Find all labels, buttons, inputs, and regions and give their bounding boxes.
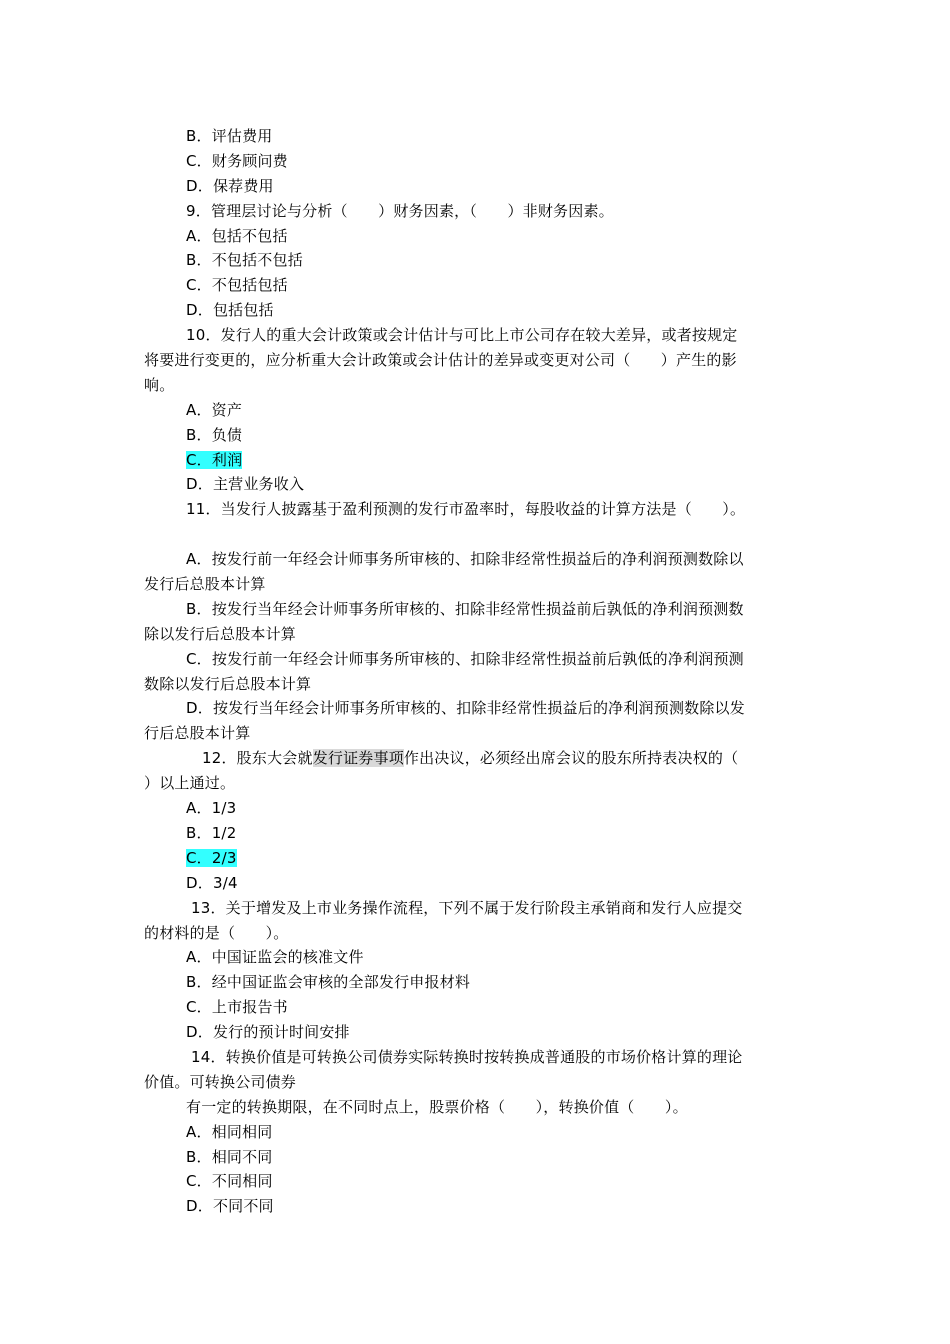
- q12-stem-line-1: [144, 746, 812, 771]
- q8-option-b: B．评估费用: [186, 127, 273, 145]
- q10-stem-line-2: 将要进行变更的，应分析重大会计政策或会计估计的差异或变更对公司（ ）产生的影: [144, 351, 737, 370]
- q13-option-d: D．发行的预计时间安排: [186, 1023, 350, 1042]
- q8-option-d: D．保荐费用: [186, 176, 274, 195]
- q9-option-d: D．包括包括: [186, 301, 274, 320]
- q14-option-c: C．不同相同: [186, 1172, 273, 1191]
- q12-option-a: A．1/3: [186, 799, 237, 818]
- q11-option-d-line-1: D．按发行当年经会计师事务所审核的、扣除非经常性损益后的净利润预测数除以发: [186, 699, 745, 718]
- q9-option-a: A．包括不包括: [186, 226, 288, 245]
- q11-option-b-line-1: B．按发行当年经会计师事务所审核的、扣除非经常性损益前后孰低的净利润预测数: [186, 599, 744, 618]
- q12-stem-highlight: 发行证券事项: [312, 749, 404, 768]
- q12-option-d: D．3/4: [186, 873, 238, 892]
- q9-option-b: B．不包括不包括: [186, 251, 303, 270]
- q9-option-c: C．不包括包括: [186, 276, 288, 295]
- q14-option-a: A．相同相同: [186, 1122, 273, 1141]
- q10-option-c: [144, 448, 812, 473]
- q10-stem-line-3: 响。: [144, 375, 175, 394]
- q14-stem-line-3: 有一定的转换期限，在不同时点上，股票价格（ ），转换价值（ ）。: [186, 1097, 688, 1116]
- q10-stem-line-1: 10．发行人的重大会计政策或会计估计与可比上市公司存在较大差异，或者按规定: [186, 326, 738, 345]
- q14-stem-line-1: 14．转换价值是可转换公司债券实际转换时按转换成普通股的市场价格计算的理论: [191, 1047, 743, 1066]
- q13-option-a: A．中国证监会的核准文件: [186, 948, 364, 967]
- q11-option-c-line-1: C．按发行前一年经会计师事务所审核的、扣除非经常性损益前后孰低的净利润预测: [186, 649, 744, 668]
- q11-option-b-line-2: 除以发行后总股本计算: [144, 624, 297, 643]
- q12-option-c: [144, 846, 812, 871]
- q11-option-d-line-2: 行后总股本计算: [144, 724, 251, 743]
- q12-stem-line-2: ）以上通过。: [144, 774, 236, 793]
- q13-option-c: C．上市报告书: [186, 998, 288, 1017]
- q13-stem-line-2: 的材料的是（ ）。: [144, 923, 289, 942]
- q10-option-a: A．资产: [186, 400, 243, 419]
- document-page: [144, 124, 812, 1219]
- q9-stem: 9．管理层讨论与分析（ ）财务因素，（ ）非财务因素。: [186, 201, 614, 220]
- q14-option-b: B．相同不同: [186, 1147, 273, 1166]
- q11-option-c-line-2: 数除以发行后总股本计算: [144, 674, 312, 693]
- q14-stem-line-2: 价值。可转换公司债券: [144, 1072, 297, 1091]
- q11-stem: 11．当发行人披露基于盈利预测的发行市盈率时，每股收益的计算方法是（ ）。: [186, 500, 746, 519]
- q8-option-c: C．财务顾问费: [186, 151, 288, 170]
- q11-option-a-line-2: 发行后总股本计算: [144, 575, 266, 594]
- q12-option-b: B．1/2: [186, 823, 237, 842]
- q10-option-b: B．负债: [186, 425, 243, 444]
- q10-option-d: D．主营业务收入: [186, 475, 305, 494]
- blank-line: [144, 522, 812, 547]
- q11-option-a-line-1: A．按发行前一年经会计师事务所审核的、扣除非经常性损益后的净利润预测数除以: [186, 550, 744, 569]
- q12-stem-pre: 12．股东大会就: [202, 749, 313, 768]
- answer-highlight: C．2/3: [186, 848, 237, 867]
- q13-option-b: B．经中国证监会审核的全部发行申报材料: [186, 973, 471, 992]
- q12-stem-post: 作出决议，必须经出席会议的股东所持表决权的（: [403, 749, 739, 768]
- q14-option-d: D．不同不同: [186, 1197, 274, 1216]
- answer-highlight: C．利润: [186, 450, 243, 469]
- q13-stem-line-1: 13．关于增发及上市业务操作流程，下列不属于发行阶段主承销商和发行人应提交: [191, 898, 743, 917]
